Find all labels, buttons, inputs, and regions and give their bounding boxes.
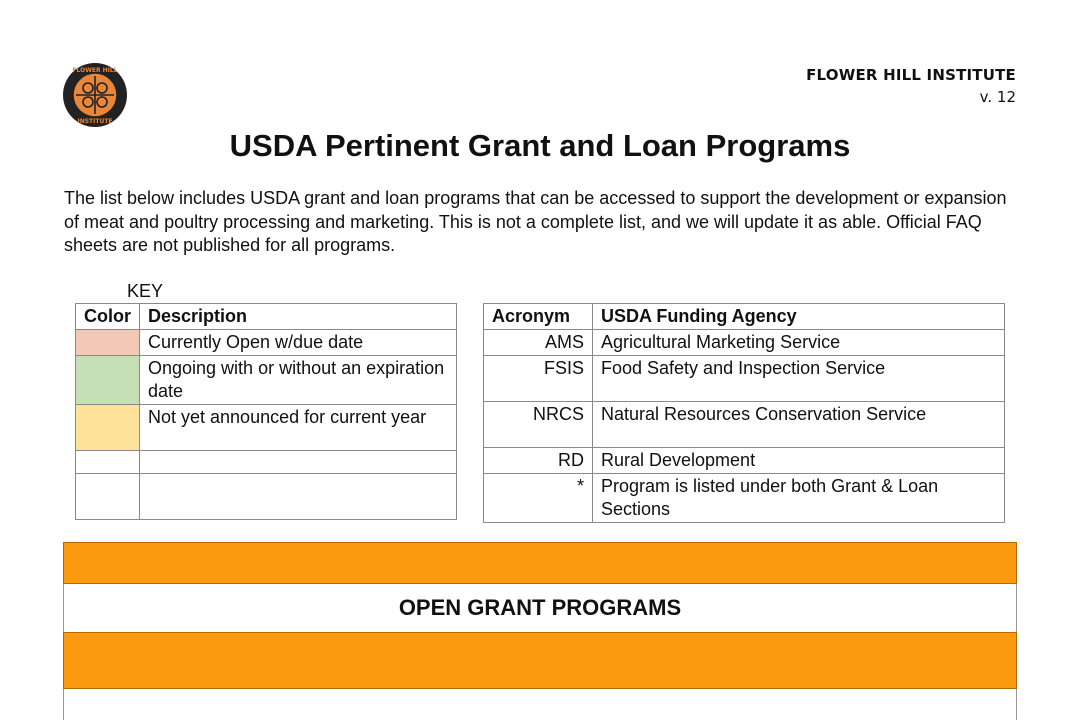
color-swatch <box>76 356 140 405</box>
key-table <box>75 303 457 520</box>
agency-name: Rural Development <box>593 448 1005 474</box>
table-row <box>484 474 1005 523</box>
color-swatch <box>76 474 140 520</box>
key-description <box>140 474 457 520</box>
agency-header-acronym: Acronym <box>484 304 593 330</box>
intro-paragraph: The list below includes USDA grant and loan programs that can be accessed to support the development or expansion of meat and poultry processing and marketing. This is not a complete list, and we will update it as able. Official FAQ sheets are not published for all programs. <box>64 188 1007 255</box>
table-row <box>484 330 1005 356</box>
agency-name: Program is listed under both Grant & Loan Sections <box>593 474 1005 523</box>
agency-acronym: * <box>484 474 593 523</box>
agency-name: Agricultural Marketing Service <box>593 330 1005 356</box>
org-name: FLOWER HILL INSTITUTE <box>806 66 1016 84</box>
agency-acronym: RD <box>484 448 593 474</box>
color-swatch <box>76 330 140 356</box>
table-row <box>484 402 1005 448</box>
section-title: OPEN GRANT PROGRAMS <box>398 595 682 620</box>
section-title-band <box>63 584 1017 632</box>
agency-acronym: FSIS <box>484 356 593 402</box>
section-banner-top <box>63 542 1017 584</box>
key-header-color: Color <box>76 304 140 330</box>
key-header-description: Description <box>140 304 457 330</box>
table-row <box>76 451 457 474</box>
table-row <box>76 474 457 520</box>
key-label: KEY <box>127 281 164 301</box>
agency-name: Food Safety and Inspection Service <box>593 356 1005 402</box>
agency-acronym: NRCS <box>484 402 593 448</box>
svg-text:FLOWER HILL: FLOWER HILL <box>72 67 118 74</box>
section-content-start <box>63 689 1017 720</box>
key-description: Not yet announced for current year <box>140 405 457 451</box>
page-title: USDA Pertinent Grant and Loan Programs <box>229 128 851 163</box>
agency-name: Natural Resources Conservation Service <box>593 402 1005 448</box>
agency-acronym: AMS <box>484 330 593 356</box>
table-row <box>484 448 1005 474</box>
table-row <box>484 356 1005 402</box>
color-swatch <box>76 451 140 474</box>
section-banner-bottom <box>63 632 1017 689</box>
agency-header-name: USDA Funding Agency <box>593 304 1005 330</box>
institute-logo <box>62 62 128 128</box>
color-swatch <box>76 405 140 451</box>
svg-text:INSTITUTE: INSTITUTE <box>77 118 113 125</box>
version-label: v. 12 <box>979 88 1016 106</box>
table-row <box>76 356 457 405</box>
org-header <box>806 66 1016 106</box>
key-description: Ongoing with or without an expiration date <box>140 356 457 405</box>
key-description: Currently Open w/due date <box>140 330 457 356</box>
table-row <box>76 330 457 356</box>
table-row <box>76 405 457 451</box>
agency-table <box>483 303 1005 523</box>
key-description <box>140 451 457 474</box>
